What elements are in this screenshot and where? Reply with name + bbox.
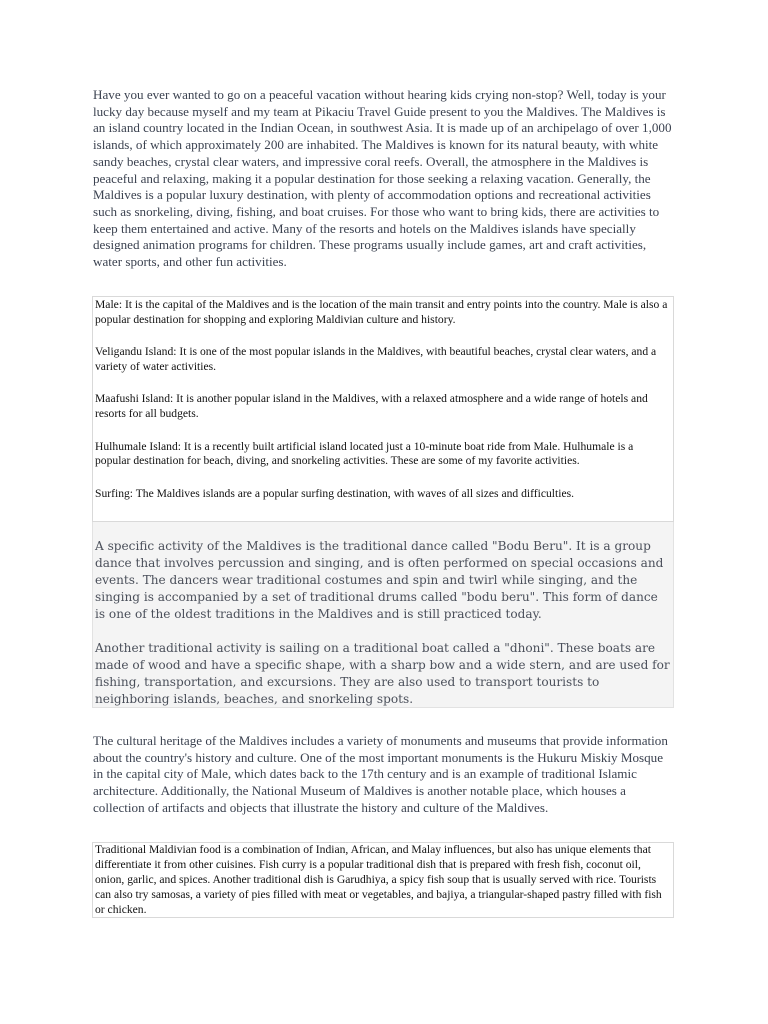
intro-paragraph: Have you ever wanted to go on a peaceful vacation without hearing kids crying non-stop? Well, today is your lucky day because myself and my team at Pikaciu Travel Guide present to you the Maldives. The Maldives is an island country located in the Indian Ocean, in southwest Asia. It is made up of an archipelago of over 1,000 islands, of which approximately 200 are inhabited. The Maldives is known for its natural beauty, with white sandy beaches, crystal clear waters, and impressive coral reefs. Overall, the atmosphere in the Maldives is peaceful and relaxing, making it a popular destination for those seeking a relaxing vacation. Generally, the Maldives is a popular luxury destination, with plenty of accommodation options and recreational activities such as snorkeling, diving, fishing, and boat cruises. For those who want to bring kids, there are activities to keep them entertained and active. Many of the resorts and hotels on the Maldives islands have specially designed animation programs for children. These programs usually include games, art and craft activities, water sports, and other fun activities. (93, 87, 672, 270)
place-maafushi: Maafushi Island: It is another popular island in the Maldives, with a relaxed atmosphere and a wide range of hotels and resorts for all budgets. (95, 392, 648, 420)
place-surfing: Surfing: The Maldives islands are a popular surfing destination, with waves of all sizes and difficulties. (95, 486, 575, 500)
place-hulhumale: Hulhumale Island: It is a recently built artificial island located just a 10-minute boat ride from Male. Hulhumale is a popular destination for beach, diving, and snorkeling activities. These are some of my favorite activities. (95, 439, 634, 468)
place-male: Male: It is the capital of the Maldives and is the location of the main transit and entry points into the country. Male is also a popular destination for shopping and exploring Maldivian culture and history. (95, 298, 668, 326)
food-section (92, 842, 674, 918)
heritage-paragraph: The cultural heritage of the Maldives includes a variety of monuments and museums that provide information about the country's history and culture. One of the most important monuments is the Hukuru Miskiy Mosque in the capital city of Male, which dates back to the 17th century and is an example of traditional Islamic architecture. Additionally, the National Museum of Maldives is another notable place, which houses a collection of artifacts and objects that illustrate the history and culture of the Maldives. (93, 733, 668, 815)
place-veligandu: Veligandu Island: It is one of the most popular islands in the Maldives, with beautiful beaches, crystal clear waters, and a variety of water activities. (95, 345, 657, 373)
places-section (92, 296, 674, 522)
culture-section (92, 522, 674, 708)
culture-bodu-beru: A specific activity of the Maldives is the traditional dance called "Bodu Beru". It is a group dance that involves percussion and singing, and is often performed on special occasions and events. The dancers wear traditional costumes and spin and twirl while singing, and the singing is accompanied by a set of traditional drums called "bodu beru". This form of dance is one of the oldest traditions in the Maldives and is still practiced today. (95, 539, 664, 621)
culture-dhoni: Another traditional activity is sailing on a traditional boat called a "dhoni". These boats are made of wood and have a specific shape, with a sharp bow and a wide stern, and are used for fishing, transportation, and excursions. They are also used to transport tourists to neighboring islands, beaches, and snorkeling spots. (95, 641, 670, 706)
food-paragraph: Traditional Maldivian food is a combination of Indian, African, and Malay influences, but also has unique elements that differentiate it from other cuisines. Fish curry is a popular traditional dish that is prepared with fresh fish, coconut oil, onion, garlic, and spices. Another traditional dish is Garudhiya, a spicy fish soup that is usually served with rice. Tourists can also try samosas, a variety of pies filled with meat or vegetables, and bajiya, a triangular-shaped pastry filled with fish or chicken. (95, 843, 662, 916)
